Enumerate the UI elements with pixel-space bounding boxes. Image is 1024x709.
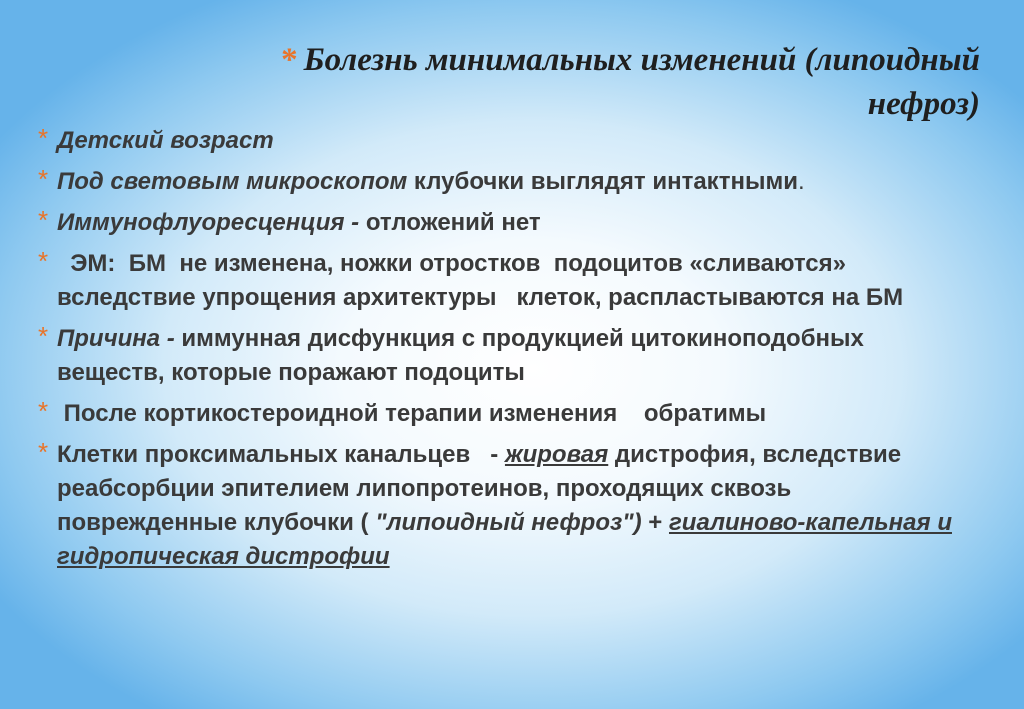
- bullet-icon: *: [38, 437, 49, 467]
- title-text: Болезнь минимальных изменений (липоидный нефроз): [303, 42, 980, 122]
- bullet-text: Клетки проксимальных канальцев -: [57, 441, 505, 468]
- bullet-text: ЭМ: БМ не изменена, ножки отростков подоцитов «сливаются» вследствие упрощения архитектуры клеток, распластываются на БМ: [57, 250, 904, 311]
- bullet-icon: *: [38, 205, 49, 235]
- bullet-text: +: [641, 509, 669, 536]
- bullet-item: [38, 438, 968, 574]
- bullet-underlined-term: гиалиново-капельная и гидропическая дистрофии: [57, 509, 952, 570]
- bullet-text: отложений нет: [359, 209, 541, 236]
- bullet-icon: *: [38, 321, 49, 351]
- bullet-text-end: .: [797, 168, 805, 195]
- bullet-text: После кортикостероидной терапии изменения обратимы: [57, 400, 767, 427]
- bullet-list: [38, 124, 968, 581]
- title-bullet-icon: *: [281, 42, 298, 78]
- bullet-term: Под световым микроскопом: [57, 168, 408, 195]
- bullet-icon: *: [38, 123, 49, 153]
- bullet-text: клубочки выглядят интактными: [407, 168, 798, 195]
- bullet-item: [38, 206, 968, 240]
- bullet-underlined-term: жировая: [504, 441, 609, 468]
- bullet-item: [38, 165, 968, 199]
- bullet-icon: *: [38, 396, 49, 426]
- bullet-term: Иммунофлуоресценция -: [57, 209, 360, 236]
- bullet-text: дистрофия, вследствие реабсорбции эпителием липопротеинов, проходящих сквозь поврежденные клубочки (: [57, 441, 902, 536]
- bullet-quote: "липоидный нефроз"): [375, 509, 642, 536]
- bullet-text: Детский возраст: [57, 127, 274, 154]
- bullet-text: иммунная дисфункция с продукцией цитокиноподобных веществ, которые поражают подоциты: [57, 325, 864, 386]
- bullet-icon: *: [38, 164, 49, 194]
- bullet-item: [38, 397, 968, 431]
- bullet-item: [38, 247, 968, 315]
- bullet-icon: *: [38, 246, 49, 276]
- bullet-term: Причина -: [57, 325, 175, 352]
- bullet-item: [38, 124, 968, 158]
- slide-title: [180, 38, 980, 126]
- bullet-item: [38, 322, 968, 390]
